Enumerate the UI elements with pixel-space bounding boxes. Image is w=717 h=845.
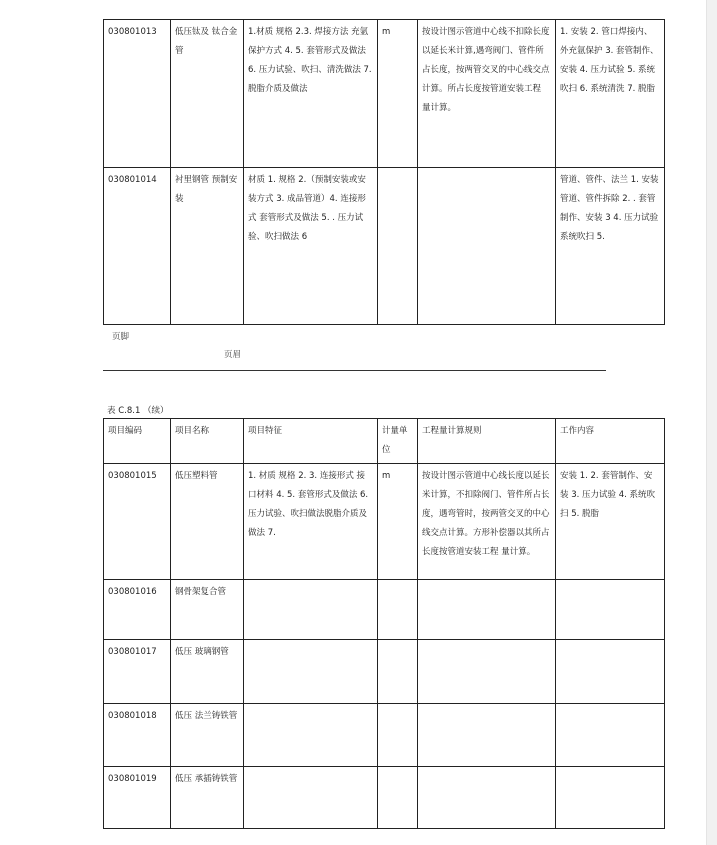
item-features xyxy=(244,580,378,640)
header-code: 项目编码 xyxy=(104,419,171,464)
header-rule: 工程量计算规则 xyxy=(418,419,556,464)
item-code: 030801014 xyxy=(104,168,171,325)
item-work xyxy=(556,580,665,640)
table-caption: 表 C.8.1 （续） xyxy=(107,406,169,416)
pipe-spec-table xyxy=(103,418,665,829)
item-features: 1. 材质 规格 2. 3. 连接形式 接口材料 4. 5. 套管形式及做法 6. 压力试验、吹扫做法脱脂介质及做法 7. xyxy=(244,464,378,580)
item-name: 低压塑料管 xyxy=(171,464,244,580)
item-features xyxy=(244,704,378,767)
header-features: 项目特征 xyxy=(244,419,378,464)
item-features: 1.材质 规格 2.3. 焊接方法 充氩保护方式 4. 5. 套管形式及做法 6. 压力试验、吹扫、清洗做法 7. 脱脂介质及做法 xyxy=(244,20,378,168)
item-unit xyxy=(378,580,418,640)
item-work: 安装 1. 2. 套管制作、安装 3. 压力试验 4. 系统吹扫 5. 脱脂 xyxy=(556,464,665,580)
item-rule xyxy=(418,580,556,640)
item-work xyxy=(556,640,665,704)
item-name: 低压 玻璃钢管 xyxy=(171,640,244,704)
table-row xyxy=(104,168,665,325)
item-rule: 按设计图示管道中心线长度以延长米计算，不扣除阀门、管件所占长度，遇弯管时，按两管交叉的中心线交点计算。方形补偿器以其所占长度按管道安装工程 量计算。 xyxy=(418,464,556,580)
item-unit xyxy=(378,640,418,704)
item-name: 钢骨架复合管 xyxy=(171,580,244,640)
item-unit xyxy=(378,704,418,767)
item-rule xyxy=(418,640,556,704)
item-code: 030801013 xyxy=(104,20,171,168)
item-name: 低压钛及 钛合金管 xyxy=(171,20,244,168)
item-code: 030801015 xyxy=(104,464,171,580)
item-name: 衬里钢管 预制安装 xyxy=(171,168,244,325)
item-code: 030801019 xyxy=(104,767,171,829)
item-unit xyxy=(378,168,418,325)
item-features xyxy=(244,640,378,704)
item-work: 1. 安装 2. 管口焊接内、外充氩保护 3. 套管制作、安装 4. 压力试验 5. 系统吹扫 6. 系统清洗 7. 脱脂 xyxy=(556,20,665,168)
item-name: 低压 承插铸铁管 xyxy=(171,767,244,829)
item-code: 030801018 xyxy=(104,704,171,767)
header-label: 页眉 xyxy=(224,350,242,360)
item-work xyxy=(556,704,665,767)
header-rule xyxy=(103,370,606,371)
header-name: 项目名称 xyxy=(171,419,244,464)
item-unit xyxy=(378,767,418,829)
item-rule xyxy=(418,168,556,325)
item-work: 管道、管件、法兰 1. 安装 管道、管件拆除 2. . 套管制作、安装 3 4. 压力试验 系统吹扫 5. xyxy=(556,168,665,325)
table-row xyxy=(104,767,665,829)
page-edge xyxy=(706,0,717,845)
item-unit: m xyxy=(378,20,418,168)
item-code: 030801016 xyxy=(104,580,171,640)
table-row xyxy=(104,640,665,704)
table-row xyxy=(104,704,665,767)
item-rule xyxy=(418,704,556,767)
item-unit: m xyxy=(378,464,418,580)
item-name: 低压 法兰铸铁管 xyxy=(171,704,244,767)
pipe-spec-table-continued xyxy=(103,19,665,325)
item-rule: 按设计图示管道中心线不扣除长度以延长米计算,遇弯阀门、管件所占长度，按两管交叉的中心线交点计算。所占长度按管道安装工程 量计算。 xyxy=(418,20,556,168)
footer-label: 页脚 xyxy=(112,332,130,342)
table-row xyxy=(104,20,665,168)
header-work: 工作内容 xyxy=(556,419,665,464)
item-rule xyxy=(418,767,556,829)
header-unit: 计量单位 xyxy=(378,419,418,464)
item-work xyxy=(556,767,665,829)
table-header-row xyxy=(104,419,665,464)
item-features xyxy=(244,767,378,829)
table-row xyxy=(104,464,665,580)
item-code: 030801017 xyxy=(104,640,171,704)
item-features: 材质 1. 规格 2.（预制安装或安装方式 3. 成品管道）4. 连接形式 套管形式及做法 5. . 压力试验、吹扫做法 6 xyxy=(244,168,378,325)
table-row xyxy=(104,580,665,640)
